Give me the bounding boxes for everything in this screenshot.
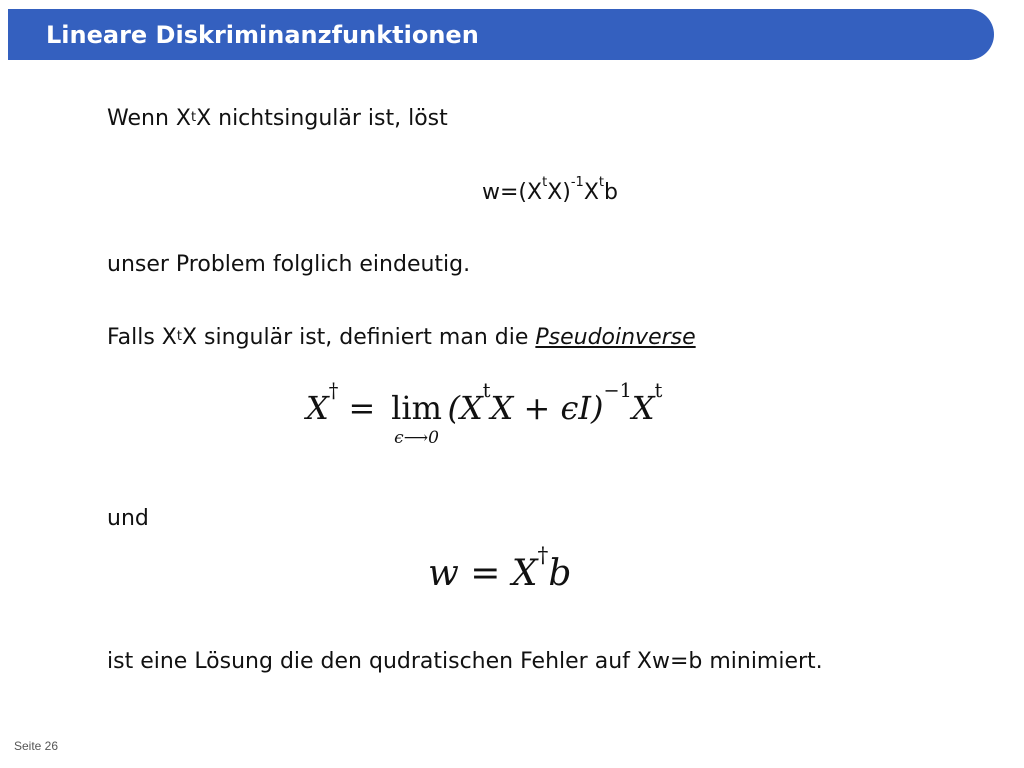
text-line-falls <box>107 323 696 353</box>
text-fragment: X nichtsingulär ist, löst <box>196 106 448 131</box>
title-bar <box>8 9 994 60</box>
math-symbol: b <box>548 553 572 594</box>
superscript: † <box>328 379 339 403</box>
pseudoinverse-term: Pseudoinverse <box>535 325 696 350</box>
superscript: -1 <box>570 174 584 190</box>
math-symbol: X <box>306 389 329 427</box>
superscript: † <box>537 543 549 568</box>
math-symbol: X + ϵI) <box>490 389 604 427</box>
eq-fragment: b <box>604 180 618 205</box>
eq-fragment: X <box>583 180 599 205</box>
text-line-wenn <box>107 104 448 134</box>
superscript: t <box>482 379 491 403</box>
lim-subscript: ϵ⟶0 <box>394 428 439 448</box>
text-line-unser: unser Problem folglich eindeutig. <box>107 252 471 277</box>
superscript: −1 <box>603 379 632 403</box>
eq-fragment: X) <box>547 180 571 205</box>
text-fragment: Wenn X <box>107 106 191 131</box>
superscript: t <box>654 379 663 403</box>
text-line-ist: ist eine Lösung die den qudratischen Fehler auf Xw=b minimiert. <box>107 649 823 674</box>
math-symbol: X <box>511 553 538 594</box>
slide-title: Lineare Diskriminanzfunktionen <box>46 21 479 49</box>
superscript: t <box>176 329 182 344</box>
equation-w-solution <box>482 174 618 208</box>
equation-w-pseudoinverse <box>428 543 572 596</box>
text-line-und: und <box>107 506 149 531</box>
math-symbol: w <box>428 553 459 594</box>
math-symbol: = <box>348 389 376 427</box>
limit-operator <box>386 388 448 448</box>
math-symbol: (X <box>447 389 483 427</box>
superscript: t <box>598 174 605 190</box>
eq-fragment: w=(X <box>482 180 543 205</box>
superscript: t <box>542 174 548 190</box>
text-fragment: Falls X <box>107 325 177 350</box>
text-fragment: X singulär ist, definiert man die <box>181 325 536 350</box>
math-symbol: X <box>631 389 655 427</box>
lim-label: lim <box>391 389 442 427</box>
superscript: t <box>190 110 197 125</box>
equation-pseudoinverse <box>306 379 663 448</box>
math-symbol: = <box>470 553 501 594</box>
page-number: Seite 26 <box>14 739 59 753</box>
